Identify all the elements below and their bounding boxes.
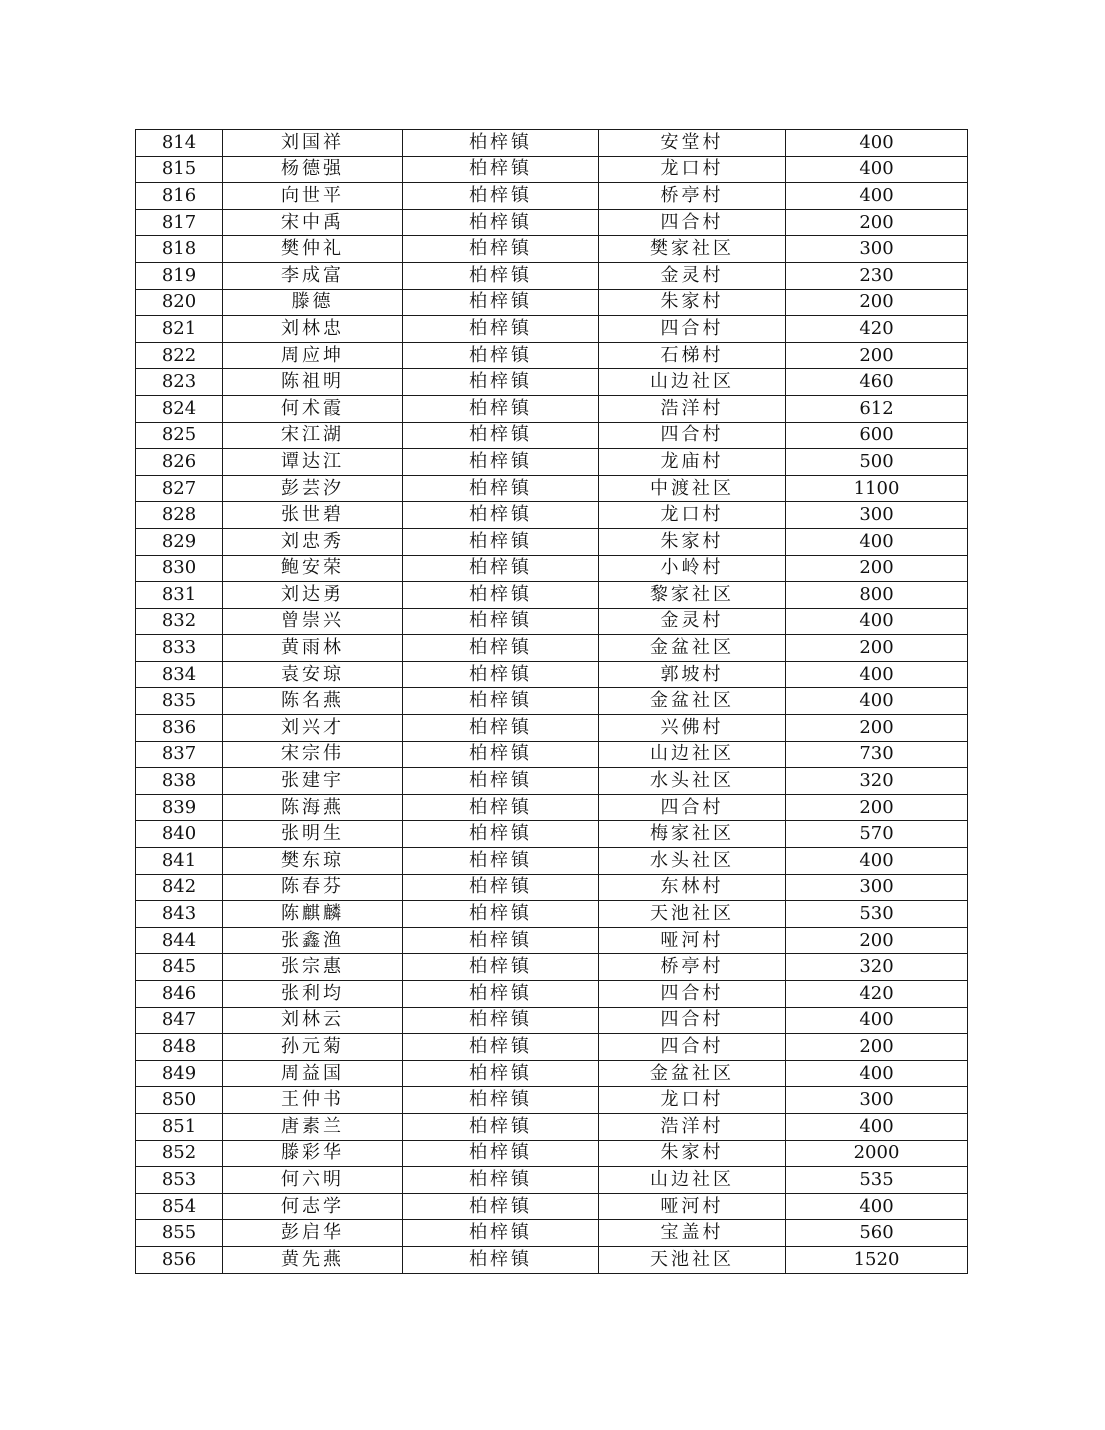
cell-town: 柏梓镇 (403, 1007, 599, 1034)
cell-name: 陈祖明 (223, 369, 403, 396)
cell-amount: 560 (786, 1220, 968, 1247)
cell-village: 小岭村 (599, 555, 786, 582)
cell-village: 宝盖村 (599, 1220, 786, 1247)
cell-amount: 200 (786, 289, 968, 316)
table-row (136, 608, 968, 635)
table-row (136, 1246, 968, 1273)
cell-serial-number: 818 (136, 236, 223, 263)
cell-amount: 600 (786, 422, 968, 449)
subsidy-table (135, 129, 968, 1274)
table-row (136, 794, 968, 821)
cell-serial-number: 826 (136, 449, 223, 476)
cell-village: 樊家社区 (599, 236, 786, 263)
cell-name: 周益国 (223, 1060, 403, 1087)
table-row (136, 1060, 968, 1087)
table-row (136, 422, 968, 449)
table-row (136, 183, 968, 210)
cell-town: 柏梓镇 (403, 342, 599, 369)
cell-name: 谭达江 (223, 449, 403, 476)
cell-amount: 400 (786, 183, 968, 210)
cell-serial-number: 844 (136, 927, 223, 954)
table-row (136, 688, 968, 715)
cell-amount: 300 (786, 236, 968, 263)
cell-serial-number: 836 (136, 715, 223, 742)
cell-town: 柏梓镇 (403, 1140, 599, 1167)
cell-village: 龙口村 (599, 156, 786, 183)
cell-amount: 400 (786, 528, 968, 555)
cell-village: 四合村 (599, 981, 786, 1008)
cell-amount: 200 (786, 715, 968, 742)
cell-serial-number: 837 (136, 741, 223, 768)
cell-serial-number: 853 (136, 1167, 223, 1194)
cell-town: 柏梓镇 (403, 1034, 599, 1061)
cell-serial-number: 835 (136, 688, 223, 715)
cell-amount: 400 (786, 848, 968, 875)
cell-village: 朱家村 (599, 1140, 786, 1167)
cell-name: 樊仲礼 (223, 236, 403, 263)
cell-serial-number: 854 (136, 1193, 223, 1220)
cell-town: 柏梓镇 (403, 130, 599, 157)
cell-name: 李成富 (223, 262, 403, 289)
cell-serial-number: 823 (136, 369, 223, 396)
cell-serial-number: 820 (136, 289, 223, 316)
table-row (136, 502, 968, 529)
table-row (136, 1167, 968, 1194)
cell-name: 何术霞 (223, 395, 403, 422)
cell-serial-number: 831 (136, 582, 223, 609)
table-row (136, 130, 968, 157)
cell-village: 黎家社区 (599, 582, 786, 609)
cell-serial-number: 819 (136, 262, 223, 289)
cell-serial-number: 851 (136, 1113, 223, 1140)
cell-village: 四合村 (599, 794, 786, 821)
cell-amount: 800 (786, 582, 968, 609)
cell-name: 曾崇兴 (223, 608, 403, 635)
cell-town: 柏梓镇 (403, 715, 599, 742)
cell-serial-number: 845 (136, 954, 223, 981)
cell-town: 柏梓镇 (403, 1220, 599, 1247)
cell-amount: 300 (786, 874, 968, 901)
cell-town: 柏梓镇 (403, 528, 599, 555)
cell-amount: 530 (786, 901, 968, 928)
cell-name: 鲍安荣 (223, 555, 403, 582)
cell-name: 彭芸汐 (223, 475, 403, 502)
cell-village: 四合村 (599, 422, 786, 449)
cell-village: 桥亭村 (599, 954, 786, 981)
cell-name: 宋宗伟 (223, 741, 403, 768)
cell-amount: 1100 (786, 475, 968, 502)
cell-name: 陈春芬 (223, 874, 403, 901)
cell-amount: 230 (786, 262, 968, 289)
cell-town: 柏梓镇 (403, 927, 599, 954)
table-row (136, 1140, 968, 1167)
cell-village: 安堂村 (599, 130, 786, 157)
cell-name: 何志学 (223, 1193, 403, 1220)
cell-name: 唐素兰 (223, 1113, 403, 1140)
cell-amount: 200 (786, 342, 968, 369)
cell-amount: 200 (786, 635, 968, 662)
cell-village: 天池社区 (599, 1246, 786, 1273)
table-row (136, 715, 968, 742)
cell-serial-number: 828 (136, 502, 223, 529)
cell-town: 柏梓镇 (403, 183, 599, 210)
cell-village: 浩洋村 (599, 395, 786, 422)
table-row (136, 475, 968, 502)
cell-village: 金盆社区 (599, 688, 786, 715)
cell-town: 柏梓镇 (403, 236, 599, 263)
cell-serial-number: 855 (136, 1220, 223, 1247)
cell-amount: 200 (786, 555, 968, 582)
cell-serial-number: 821 (136, 316, 223, 343)
cell-town: 柏梓镇 (403, 848, 599, 875)
cell-amount: 2000 (786, 1140, 968, 1167)
cell-town: 柏梓镇 (403, 794, 599, 821)
cell-serial-number: 830 (136, 555, 223, 582)
cell-town: 柏梓镇 (403, 635, 599, 662)
cell-name: 刘林忠 (223, 316, 403, 343)
cell-village: 水头社区 (599, 848, 786, 875)
cell-amount: 400 (786, 130, 968, 157)
cell-name: 杨德强 (223, 156, 403, 183)
cell-serial-number: 838 (136, 768, 223, 795)
cell-town: 柏梓镇 (403, 582, 599, 609)
cell-serial-number: 850 (136, 1087, 223, 1114)
cell-serial-number: 822 (136, 342, 223, 369)
cell-village: 四合村 (599, 1007, 786, 1034)
cell-serial-number: 824 (136, 395, 223, 422)
cell-village: 龙庙村 (599, 449, 786, 476)
cell-name: 周应坤 (223, 342, 403, 369)
cell-name: 陈麒麟 (223, 901, 403, 928)
table-row (136, 209, 968, 236)
table-row (136, 954, 968, 981)
cell-serial-number: 815 (136, 156, 223, 183)
cell-serial-number: 833 (136, 635, 223, 662)
cell-name: 张建宇 (223, 768, 403, 795)
table-body (136, 130, 968, 1274)
cell-village: 山边社区 (599, 741, 786, 768)
cell-serial-number: 832 (136, 608, 223, 635)
table-row (136, 1007, 968, 1034)
table-row (136, 848, 968, 875)
cell-serial-number: 814 (136, 130, 223, 157)
cell-name: 张利均 (223, 981, 403, 1008)
cell-village: 朱家村 (599, 289, 786, 316)
table-row (136, 927, 968, 954)
cell-village: 山边社区 (599, 369, 786, 396)
cell-amount: 300 (786, 502, 968, 529)
cell-town: 柏梓镇 (403, 316, 599, 343)
cell-town: 柏梓镇 (403, 768, 599, 795)
cell-name: 张鑫渔 (223, 927, 403, 954)
cell-name: 宋中禹 (223, 209, 403, 236)
cell-serial-number: 825 (136, 422, 223, 449)
cell-amount: 200 (786, 1034, 968, 1061)
cell-town: 柏梓镇 (403, 981, 599, 1008)
cell-serial-number: 834 (136, 661, 223, 688)
cell-village: 浩洋村 (599, 1113, 786, 1140)
cell-town: 柏梓镇 (403, 688, 599, 715)
cell-town: 柏梓镇 (403, 502, 599, 529)
cell-serial-number: 848 (136, 1034, 223, 1061)
table-row (136, 635, 968, 662)
cell-town: 柏梓镇 (403, 901, 599, 928)
cell-village: 金盆社区 (599, 1060, 786, 1087)
table-row (136, 156, 968, 183)
cell-amount: 612 (786, 395, 968, 422)
table-row (136, 768, 968, 795)
cell-village: 金盆社区 (599, 635, 786, 662)
cell-amount: 320 (786, 954, 968, 981)
cell-town: 柏梓镇 (403, 422, 599, 449)
cell-town: 柏梓镇 (403, 874, 599, 901)
cell-serial-number: 816 (136, 183, 223, 210)
cell-name: 陈名燕 (223, 688, 403, 715)
cell-village: 哑河村 (599, 1193, 786, 1220)
cell-town: 柏梓镇 (403, 1193, 599, 1220)
cell-amount: 1520 (786, 1246, 968, 1273)
cell-name: 袁安琼 (223, 661, 403, 688)
cell-name: 黄先燕 (223, 1246, 403, 1273)
table-row (136, 289, 968, 316)
cell-amount: 420 (786, 981, 968, 1008)
table-row (136, 369, 968, 396)
table-row (136, 316, 968, 343)
cell-serial-number: 842 (136, 874, 223, 901)
cell-village: 水头社区 (599, 768, 786, 795)
cell-serial-number: 817 (136, 209, 223, 236)
cell-town: 柏梓镇 (403, 156, 599, 183)
table-row (136, 528, 968, 555)
cell-village: 龙口村 (599, 1087, 786, 1114)
cell-village: 哑河村 (599, 927, 786, 954)
cell-serial-number: 840 (136, 821, 223, 848)
cell-serial-number: 839 (136, 794, 223, 821)
cell-town: 柏梓镇 (403, 1087, 599, 1114)
table-row (136, 874, 968, 901)
cell-village: 山边社区 (599, 1167, 786, 1194)
cell-serial-number: 829 (136, 528, 223, 555)
cell-name: 陈海燕 (223, 794, 403, 821)
cell-amount: 400 (786, 688, 968, 715)
table-row (136, 821, 968, 848)
table-row (136, 555, 968, 582)
cell-amount: 460 (786, 369, 968, 396)
cell-town: 柏梓镇 (403, 475, 599, 502)
cell-amount: 400 (786, 661, 968, 688)
table-row (136, 1087, 968, 1114)
cell-town: 柏梓镇 (403, 954, 599, 981)
cell-village: 朱家村 (599, 528, 786, 555)
cell-village: 东林村 (599, 874, 786, 901)
cell-amount: 200 (786, 927, 968, 954)
cell-town: 柏梓镇 (403, 1167, 599, 1194)
table-row (136, 342, 968, 369)
cell-town: 柏梓镇 (403, 1113, 599, 1140)
cell-amount: 400 (786, 1007, 968, 1034)
cell-town: 柏梓镇 (403, 1246, 599, 1273)
cell-town: 柏梓镇 (403, 262, 599, 289)
cell-amount: 400 (786, 608, 968, 635)
table-row (136, 1193, 968, 1220)
table-row (136, 1034, 968, 1061)
table-row (136, 395, 968, 422)
cell-village: 兴佛村 (599, 715, 786, 742)
table-row (136, 661, 968, 688)
cell-amount: 420 (786, 316, 968, 343)
cell-town: 柏梓镇 (403, 209, 599, 236)
cell-amount: 320 (786, 768, 968, 795)
cell-amount: 200 (786, 794, 968, 821)
cell-serial-number: 856 (136, 1246, 223, 1273)
cell-name: 张明生 (223, 821, 403, 848)
cell-village: 四合村 (599, 316, 786, 343)
cell-name: 宋江湖 (223, 422, 403, 449)
cell-amount: 535 (786, 1167, 968, 1194)
table-row (136, 449, 968, 476)
table-row (136, 236, 968, 263)
cell-name: 刘忠秀 (223, 528, 403, 555)
cell-town: 柏梓镇 (403, 661, 599, 688)
cell-serial-number: 841 (136, 848, 223, 875)
cell-amount: 400 (786, 1060, 968, 1087)
cell-village: 四合村 (599, 1034, 786, 1061)
cell-town: 柏梓镇 (403, 449, 599, 476)
cell-village: 金灵村 (599, 262, 786, 289)
cell-amount: 200 (786, 209, 968, 236)
cell-village: 天池社区 (599, 901, 786, 928)
cell-name: 刘兴才 (223, 715, 403, 742)
cell-name: 王仲书 (223, 1087, 403, 1114)
cell-name: 张世碧 (223, 502, 403, 529)
cell-name: 樊东琼 (223, 848, 403, 875)
cell-village: 郭坡村 (599, 661, 786, 688)
table-row (136, 981, 968, 1008)
cell-town: 柏梓镇 (403, 741, 599, 768)
cell-serial-number: 846 (136, 981, 223, 1008)
cell-name: 孙元菊 (223, 1034, 403, 1061)
cell-name: 刘林云 (223, 1007, 403, 1034)
cell-amount: 500 (786, 449, 968, 476)
table-row (136, 262, 968, 289)
cell-town: 柏梓镇 (403, 369, 599, 396)
cell-name: 向世平 (223, 183, 403, 210)
cell-amount: 400 (786, 156, 968, 183)
cell-amount: 570 (786, 821, 968, 848)
cell-village: 中渡社区 (599, 475, 786, 502)
table-row (136, 582, 968, 609)
cell-serial-number: 843 (136, 901, 223, 928)
cell-amount: 300 (786, 1087, 968, 1114)
cell-village: 梅家社区 (599, 821, 786, 848)
cell-town: 柏梓镇 (403, 395, 599, 422)
cell-serial-number: 847 (136, 1007, 223, 1034)
cell-town: 柏梓镇 (403, 555, 599, 582)
table-row (136, 901, 968, 928)
cell-name: 黄雨林 (223, 635, 403, 662)
cell-town: 柏梓镇 (403, 1060, 599, 1087)
cell-village: 金灵村 (599, 608, 786, 635)
cell-serial-number: 849 (136, 1060, 223, 1087)
cell-name: 张宗惠 (223, 954, 403, 981)
cell-name: 滕彩华 (223, 1140, 403, 1167)
cell-name: 何六明 (223, 1167, 403, 1194)
cell-name: 刘国祥 (223, 130, 403, 157)
cell-town: 柏梓镇 (403, 289, 599, 316)
cell-village: 四合村 (599, 209, 786, 236)
cell-amount: 400 (786, 1113, 968, 1140)
cell-village: 石梯村 (599, 342, 786, 369)
cell-name: 刘达勇 (223, 582, 403, 609)
table-row (136, 741, 968, 768)
table-row (136, 1113, 968, 1140)
cell-amount: 400 (786, 1193, 968, 1220)
cell-village: 桥亭村 (599, 183, 786, 210)
table-row (136, 1220, 968, 1247)
cell-town: 柏梓镇 (403, 608, 599, 635)
cell-serial-number: 827 (136, 475, 223, 502)
cell-serial-number: 852 (136, 1140, 223, 1167)
cell-town: 柏梓镇 (403, 821, 599, 848)
cell-name: 彭启华 (223, 1220, 403, 1247)
cell-village: 龙口村 (599, 502, 786, 529)
cell-name: 滕德 (223, 289, 403, 316)
cell-amount: 730 (786, 741, 968, 768)
